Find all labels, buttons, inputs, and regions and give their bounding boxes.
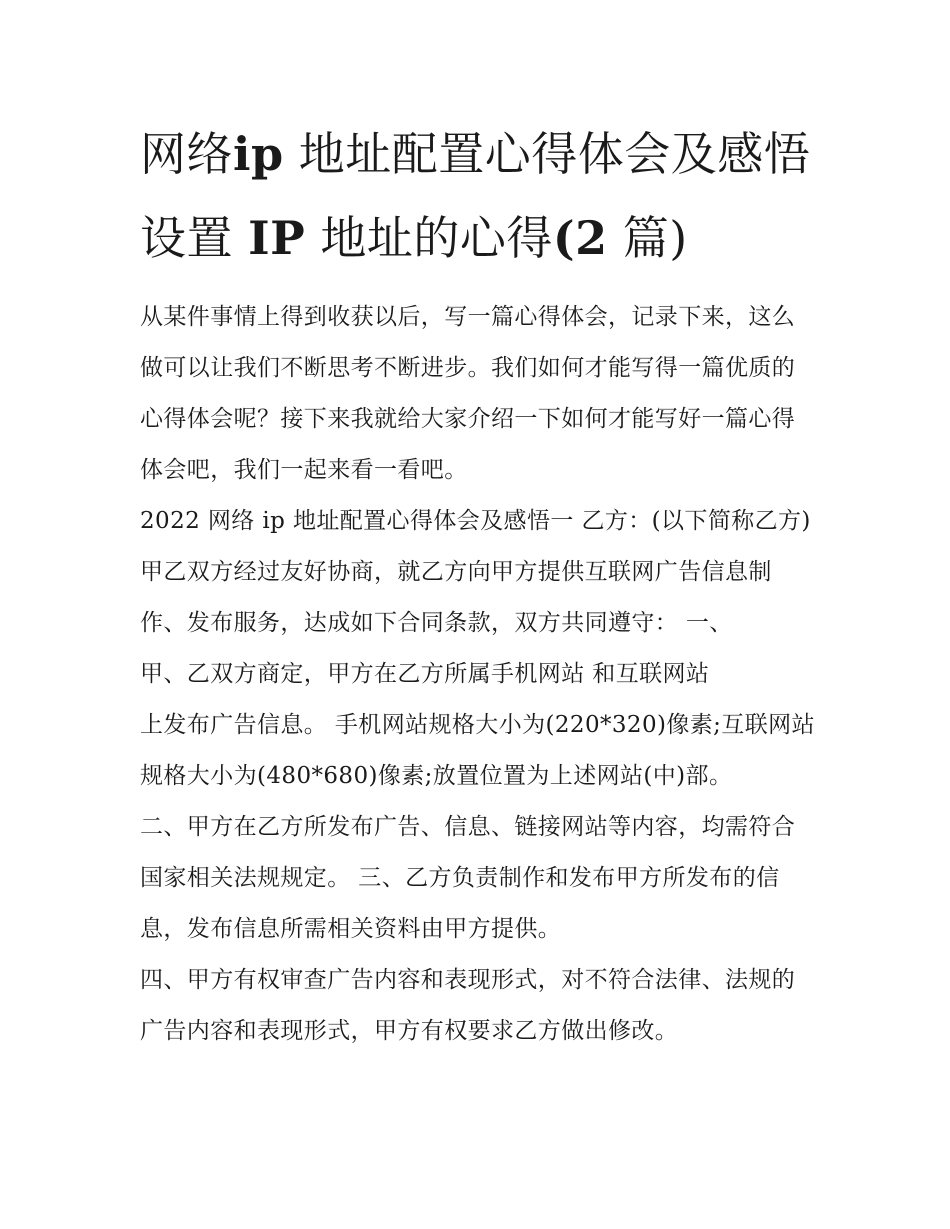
title-text-3: 地址配置心得体会及感悟 设置 (140, 127, 811, 265)
title-text-7: 篇) (622, 211, 688, 265)
paragraph-intro: 从某件事情上得到收获以后，写一篇心得体会，记录下来，这么做可以让我们不断思考不断进步。我们如何才能写得一篇优质的心得体会呢？接下来我就给大家介绍一下如何才能写好一篇心得体会吧，我们一起来看一看吧。 (140, 304, 796, 483)
paragraph-clause-2-3: 二、甲方在乙方所发布广告、信息、链接网站等内容，均需符合国家相关法规规定。 三、乙方负责制作和发布甲方所发布的信息，发布信息所需相关资料由甲方提供。 (140, 814, 796, 942)
title-text-5: 地址的心得 (320, 211, 553, 265)
document-title (140, 112, 816, 280)
paragraph-clause-4: 四、甲方有权审查广告内容和表现形式，对不符合法律、法规的广告内容和表现形式，甲方有权要求乙方做出修改。 (140, 967, 796, 1044)
title-text-2: ip (233, 127, 284, 181)
document-page (140, 112, 816, 1057)
title-text-4: IP (248, 211, 306, 265)
title-text-1: 网络 (140, 127, 233, 181)
paragraph-clause-1-cont: 上发布广告信息。 手机网站规格大小为(220*320)像素;互联网站规格大小为(480*680)像素;放置位置为上述网站(中)部。 (140, 712, 815, 789)
title-text-6: (2 (552, 211, 608, 265)
paragraph-agreement: 甲乙双方经过友好协商，就乙方向甲方提供互联网广告信息制作、发布服务，达成如下合同条款，双方共同遵守： 一、 (140, 559, 772, 636)
paragraph-clause-1: 甲、乙双方商定，甲方在乙方所属手机网站 和互联网站 (140, 661, 710, 687)
paragraph-heading: 2022 网络 ip 地址配置心得体会及感悟一 乙方：(以下简称乙方) (140, 508, 811, 534)
